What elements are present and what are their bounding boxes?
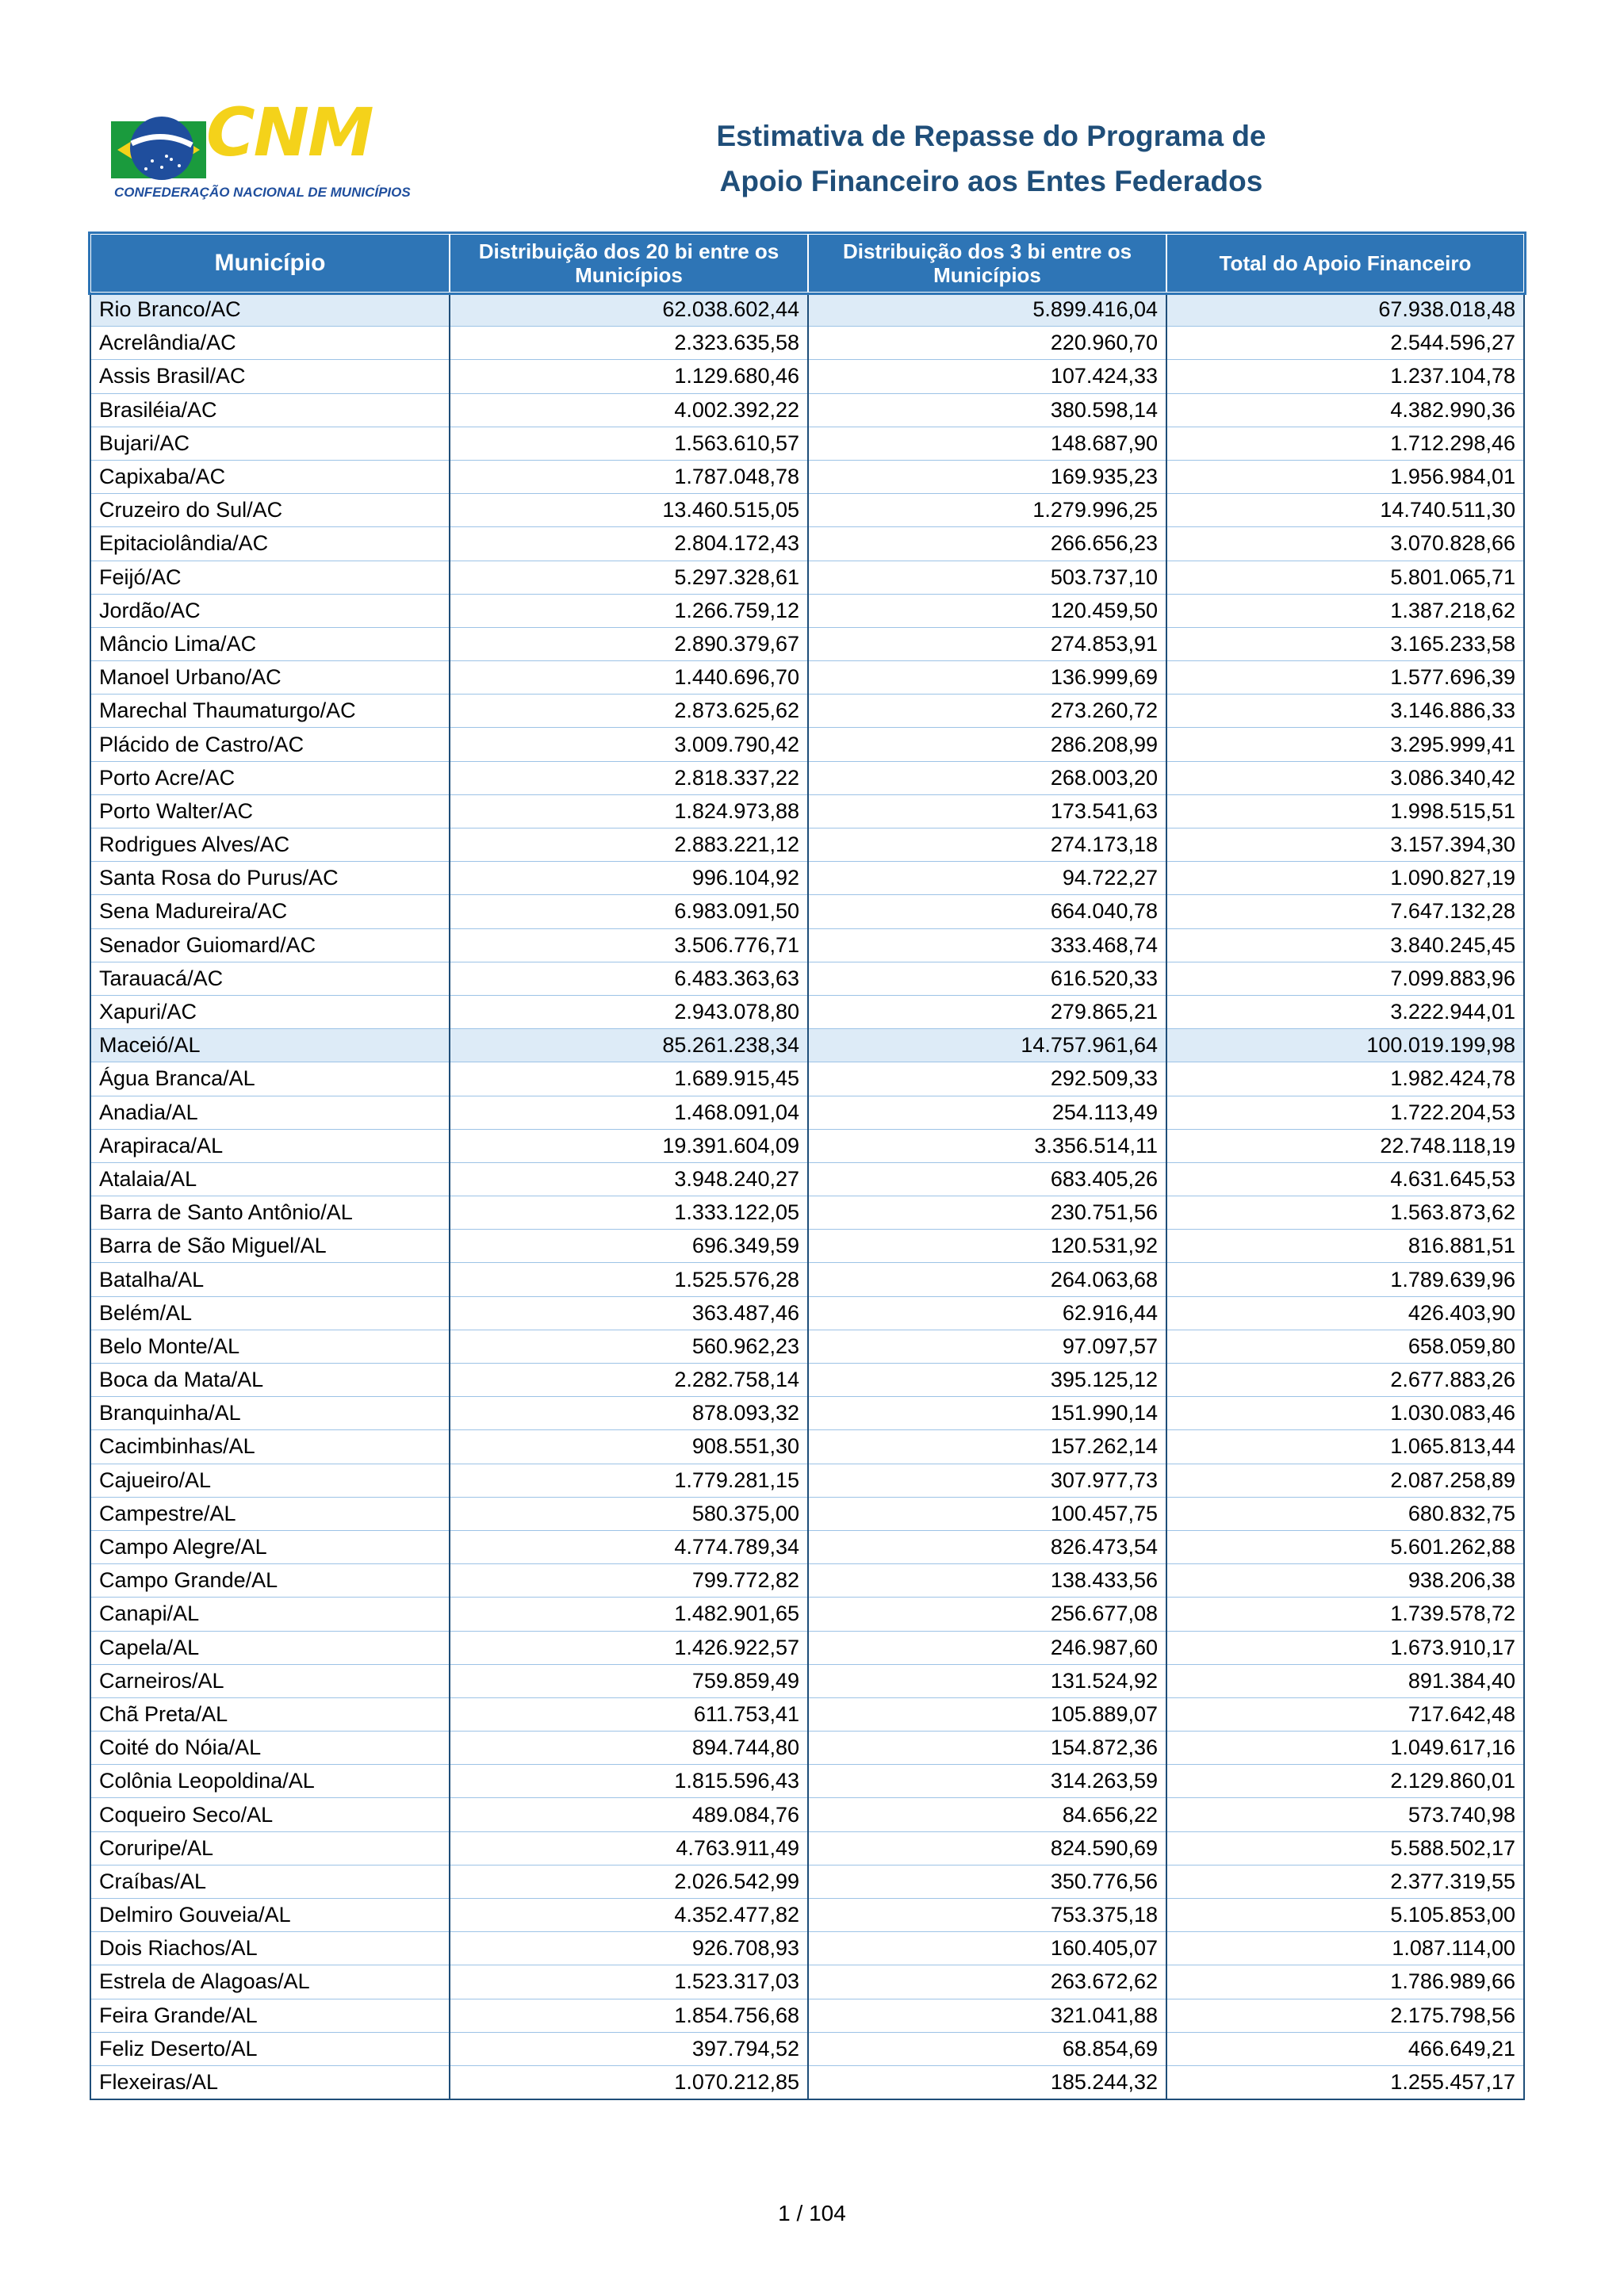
- table-row: [90, 1664, 1524, 1697]
- cell-total: 3.086.340,42: [1166, 761, 1524, 794]
- cell-distribuicao-3bi: 151.990,14: [808, 1397, 1166, 1430]
- table-row: [90, 1865, 1524, 1898]
- cell-distribuicao-20bi: 1.525.576,28: [450, 1263, 808, 1296]
- cell-distribuicao-20bi: 4.763.911,49: [450, 1831, 808, 1865]
- cell-total: 4.631.645,53: [1166, 1162, 1524, 1196]
- cell-distribuicao-20bi: 2.818.337,22: [450, 761, 808, 794]
- cell-municipio: Cajueiro/AL: [90, 1464, 450, 1497]
- cell-total: 1.387.218,62: [1166, 594, 1524, 627]
- cell-distribuicao-3bi: 263.672,62: [808, 1965, 1166, 1999]
- cell-total: 1.956.984,01: [1166, 460, 1524, 493]
- cell-total: 1.786.989,66: [1166, 1965, 1524, 1999]
- cell-distribuicao-3bi: 321.041,88: [808, 1999, 1166, 2032]
- cell-distribuicao-3bi: 1.279.996,25: [808, 494, 1166, 527]
- cell-municipio: Boca da Mata/AL: [90, 1364, 450, 1397]
- cell-distribuicao-3bi: 246.987,60: [808, 1631, 1166, 1664]
- cell-municipio: Canapi/AL: [90, 1598, 450, 1631]
- header-municipio: Município: [90, 234, 450, 293]
- cell-distribuicao-3bi: 307.977,73: [808, 1464, 1166, 1497]
- table-row: [90, 1263, 1524, 1296]
- cell-total: 7.099.883,96: [1166, 962, 1524, 995]
- cell-municipio: Dois Riachos/AL: [90, 1932, 450, 1965]
- cell-distribuicao-3bi: 286.208,99: [808, 728, 1166, 761]
- cell-distribuicao-20bi: 696.349,59: [450, 1230, 808, 1263]
- cell-municipio: Coité do Nóia/AL: [90, 1732, 450, 1765]
- cell-municipio: Feira Grande/AL: [90, 1999, 450, 2032]
- cell-distribuicao-3bi: 503.737,10: [808, 561, 1166, 594]
- cnm-logo: [109, 94, 411, 202]
- cell-distribuicao-3bi: 105.889,07: [808, 1697, 1166, 1731]
- cell-distribuicao-3bi: 292.509,33: [808, 1062, 1166, 1096]
- table-row: [90, 661, 1524, 695]
- table-row: [90, 1530, 1524, 1563]
- cell-distribuicao-3bi: 154.872,36: [808, 1732, 1166, 1765]
- cell-distribuicao-20bi: 2.943.078,80: [450, 995, 808, 1028]
- cell-distribuicao-20bi: 908.551,30: [450, 1430, 808, 1464]
- cell-distribuicao-20bi: 3.948.240,27: [450, 1162, 808, 1196]
- cell-total: 816.881,51: [1166, 1230, 1524, 1263]
- cell-municipio: Capixaba/AC: [90, 460, 450, 493]
- table-row: [90, 728, 1524, 761]
- cell-total: 4.382.990,36: [1166, 393, 1524, 427]
- cell-total: 7.647.132,28: [1166, 895, 1524, 928]
- cell-distribuicao-3bi: 266.656,23: [808, 527, 1166, 561]
- cell-distribuicao-20bi: 580.375,00: [450, 1497, 808, 1530]
- cell-distribuicao-20bi: 611.753,41: [450, 1697, 808, 1731]
- cell-distribuicao-20bi: 1.468.091,04: [450, 1096, 808, 1129]
- repasse-table: [90, 233, 1525, 2100]
- table-row: [90, 1564, 1524, 1598]
- cell-distribuicao-3bi: 220.960,70: [808, 327, 1166, 360]
- cell-municipio: Santa Rosa do Purus/AC: [90, 862, 450, 895]
- table-row: [90, 360, 1524, 393]
- table-row: [90, 862, 1524, 895]
- cell-total: 5.588.502,17: [1166, 1831, 1524, 1865]
- cell-municipio: Porto Walter/AC: [90, 794, 450, 828]
- cell-total: 680.832,75: [1166, 1497, 1524, 1530]
- cell-distribuicao-20bi: 489.084,76: [450, 1798, 808, 1831]
- cell-distribuicao-20bi: 85.261.238,34: [450, 1029, 808, 1062]
- cell-total: 3.070.828,66: [1166, 527, 1524, 561]
- title-line-2: Apoio Financeiro aos Entes Federados: [719, 165, 1263, 197]
- cell-municipio: Assis Brasil/AC: [90, 360, 450, 393]
- cell-distribuicao-20bi: 2.282.758,14: [450, 1364, 808, 1397]
- cell-municipio: Barra de Santo Antônio/AL: [90, 1196, 450, 1230]
- cell-distribuicao-20bi: 5.297.328,61: [450, 561, 808, 594]
- cell-distribuicao-20bi: 397.794,52: [450, 2032, 808, 2065]
- cell-distribuicao-3bi: 274.853,91: [808, 627, 1166, 660]
- table-row: [90, 460, 1524, 493]
- cell-distribuicao-20bi: 19.391.604,09: [450, 1129, 808, 1162]
- cell-distribuicao-3bi: 131.524,92: [808, 1664, 1166, 1697]
- cell-distribuicao-20bi: 894.744,80: [450, 1732, 808, 1765]
- cell-distribuicao-3bi: 395.125,12: [808, 1364, 1166, 1397]
- cell-municipio: Brasiléia/AC: [90, 393, 450, 427]
- cell-municipio: Sena Madureira/AC: [90, 895, 450, 928]
- cell-distribuicao-3bi: 254.113,49: [808, 1096, 1166, 1129]
- table-row: [90, 1965, 1524, 1999]
- table-row: [90, 393, 1524, 427]
- cell-municipio: Capela/AL: [90, 1631, 450, 1664]
- cell-distribuicao-20bi: 363.487,46: [450, 1296, 808, 1330]
- table-row: [90, 794, 1524, 828]
- cell-total: 2.129.860,01: [1166, 1765, 1524, 1798]
- cell-distribuicao-3bi: 230.751,56: [808, 1196, 1166, 1230]
- cell-distribuicao-20bi: 799.772,82: [450, 1564, 808, 1598]
- table-row: [90, 695, 1524, 728]
- header-total: Total do Apoio Financeiro: [1166, 234, 1524, 293]
- cell-distribuicao-3bi: 185.244,32: [808, 2065, 1166, 2099]
- cell-municipio: Branquinha/AL: [90, 1397, 450, 1430]
- table-row: [90, 1697, 1524, 1731]
- header-distribuicao-20bi: Distribuição dos 20 bi entre os Municípios: [450, 234, 808, 293]
- table-row: [90, 1732, 1524, 1765]
- table-row: [90, 527, 1524, 561]
- cell-distribuicao-20bi: 13.460.515,05: [450, 494, 808, 527]
- cell-distribuicao-20bi: 4.002.392,22: [450, 393, 808, 427]
- table-row: [90, 1598, 1524, 1631]
- cell-total: 5.601.262,88: [1166, 1530, 1524, 1563]
- table-row: [90, 627, 1524, 660]
- cell-municipio: Feijó/AC: [90, 561, 450, 594]
- cell-distribuicao-20bi: 1.440.696,70: [450, 661, 808, 695]
- cell-municipio: Anadia/AL: [90, 1096, 450, 1129]
- table-row: [90, 1296, 1524, 1330]
- cell-distribuicao-20bi: 1.523.317,03: [450, 1965, 808, 1999]
- cell-distribuicao-3bi: 664.040,78: [808, 895, 1166, 928]
- table-row: [90, 1999, 1524, 2032]
- cell-total: 1.998.515,51: [1166, 794, 1524, 828]
- cell-total: 3.222.944,01: [1166, 995, 1524, 1028]
- cell-total: 2.087.258,89: [1166, 1464, 1524, 1497]
- cell-distribuicao-3bi: 274.173,18: [808, 828, 1166, 862]
- cell-total: 3.157.394,30: [1166, 828, 1524, 862]
- page-title: [650, 113, 1332, 204]
- cell-municipio: Rio Branco/AC: [90, 293, 450, 327]
- cell-distribuicao-3bi: 84.656,22: [808, 1798, 1166, 1831]
- cell-distribuicao-20bi: 3.009.790,42: [450, 728, 808, 761]
- cell-distribuicao-20bi: 2.890.379,67: [450, 627, 808, 660]
- table-row: [90, 895, 1524, 928]
- cell-distribuicao-20bi: 1.824.973,88: [450, 794, 808, 828]
- cell-distribuicao-20bi: 1.689.915,45: [450, 1062, 808, 1096]
- cell-distribuicao-3bi: 136.999,69: [808, 661, 1166, 695]
- table-row: [90, 1430, 1524, 1464]
- cell-municipio: Coqueiro Seco/AL: [90, 1798, 450, 1831]
- cell-distribuicao-20bi: 4.774.789,34: [450, 1530, 808, 1563]
- cell-total: 1.255.457,17: [1166, 2065, 1524, 2099]
- cell-distribuicao-3bi: 333.468,74: [808, 928, 1166, 962]
- cell-municipio: Porto Acre/AC: [90, 761, 450, 794]
- cell-total: 573.740,98: [1166, 1798, 1524, 1831]
- cell-municipio: Bujari/AC: [90, 427, 450, 460]
- cell-distribuicao-3bi: 100.457,75: [808, 1497, 1166, 1530]
- cell-municipio: Chã Preta/AL: [90, 1697, 450, 1731]
- cell-total: 1.722.204,53: [1166, 1096, 1524, 1129]
- table-row: [90, 1497, 1524, 1530]
- table-row: [90, 1162, 1524, 1196]
- table-row: [90, 561, 1524, 594]
- cell-municipio: Craíbas/AL: [90, 1865, 450, 1898]
- cell-distribuicao-20bi: 2.883.221,12: [450, 828, 808, 862]
- cell-distribuicao-3bi: 169.935,23: [808, 460, 1166, 493]
- cell-municipio: Marechal Thaumaturgo/AC: [90, 695, 450, 728]
- cell-total: 938.206,38: [1166, 1564, 1524, 1598]
- cell-distribuicao-20bi: 1.779.281,15: [450, 1464, 808, 1497]
- cell-municipio: Tarauacá/AC: [90, 962, 450, 995]
- cell-total: 1.087.114,00: [1166, 1932, 1524, 1965]
- cell-total: 1.982.424,78: [1166, 1062, 1524, 1096]
- cell-municipio: Campo Alegre/AL: [90, 1530, 450, 1563]
- cell-distribuicao-20bi: 926.708,93: [450, 1932, 808, 1965]
- cell-total: 1.739.578,72: [1166, 1598, 1524, 1631]
- cell-distribuicao-3bi: 256.677,08: [808, 1598, 1166, 1631]
- cell-distribuicao-20bi: 1.815.596,43: [450, 1765, 808, 1798]
- cell-total: 1.090.827,19: [1166, 862, 1524, 895]
- cell-municipio: Manoel Urbano/AC: [90, 661, 450, 695]
- cell-distribuicao-3bi: 273.260,72: [808, 695, 1166, 728]
- cell-distribuicao-3bi: 148.687,90: [808, 427, 1166, 460]
- cell-total: 2.677.883,26: [1166, 1364, 1524, 1397]
- table-row: [90, 1029, 1524, 1062]
- cell-municipio: Campo Grande/AL: [90, 1564, 450, 1598]
- table-row: [90, 293, 1524, 327]
- cell-distribuicao-20bi: 2.026.542,99: [450, 1865, 808, 1898]
- cell-distribuicao-3bi: 824.590,69: [808, 1831, 1166, 1865]
- table-row: [90, 761, 1524, 794]
- cell-municipio: Barra de São Miguel/AL: [90, 1230, 450, 1263]
- table-row: [90, 995, 1524, 1028]
- cell-distribuicao-3bi: 314.263,59: [808, 1765, 1166, 1798]
- cell-distribuicao-20bi: 1.070.212,85: [450, 2065, 808, 2099]
- cell-municipio: Colônia Leopoldina/AL: [90, 1765, 450, 1798]
- cell-distribuicao-3bi: 120.459,50: [808, 594, 1166, 627]
- table-row: [90, 494, 1524, 527]
- cell-distribuicao-3bi: 350.776,56: [808, 1865, 1166, 1898]
- cell-total: 2.544.596,27: [1166, 327, 1524, 360]
- cell-total: 2.377.319,55: [1166, 1865, 1524, 1898]
- header-distribuicao-3bi: Distribuição dos 3 bi entre os Municípios: [808, 234, 1166, 293]
- cell-distribuicao-20bi: 1.266.759,12: [450, 594, 808, 627]
- cell-municipio: Feliz Deserto/AL: [90, 2032, 450, 2065]
- cell-distribuicao-20bi: 2.873.625,62: [450, 695, 808, 728]
- cell-total: 1.673.910,17: [1166, 1631, 1524, 1664]
- cell-distribuicao-20bi: 1.787.048,78: [450, 460, 808, 493]
- cell-total: 22.748.118,19: [1166, 1129, 1524, 1162]
- cell-total: 1.789.639,96: [1166, 1263, 1524, 1296]
- cell-distribuicao-20bi: 6.483.363,63: [450, 962, 808, 995]
- cell-distribuicao-3bi: 5.899.416,04: [808, 293, 1166, 327]
- table-row: [90, 1129, 1524, 1162]
- cell-municipio: Batalha/AL: [90, 1263, 450, 1296]
- cell-distribuicao-3bi: 173.541,63: [808, 794, 1166, 828]
- cell-municipio: Cacimbinhas/AL: [90, 1430, 450, 1464]
- table-row: [90, 1464, 1524, 1497]
- cell-municipio: Xapuri/AC: [90, 995, 450, 1028]
- cell-municipio: Campestre/AL: [90, 1497, 450, 1530]
- cell-distribuicao-3bi: 380.598,14: [808, 393, 1166, 427]
- table-row: [90, 1932, 1524, 1965]
- cell-distribuicao-3bi: 264.063,68: [808, 1263, 1166, 1296]
- cell-distribuicao-3bi: 107.424,33: [808, 360, 1166, 393]
- cell-distribuicao-3bi: 268.003,20: [808, 761, 1166, 794]
- cell-distribuicao-3bi: 120.531,92: [808, 1230, 1166, 1263]
- cell-total: 426.403,90: [1166, 1296, 1524, 1330]
- cell-distribuicao-20bi: 560.962,23: [450, 1330, 808, 1363]
- cell-total: 2.175.798,56: [1166, 1999, 1524, 2032]
- table-row: [90, 1364, 1524, 1397]
- cell-municipio: Carneiros/AL: [90, 1664, 450, 1697]
- cell-total: 1.563.873,62: [1166, 1196, 1524, 1230]
- cell-distribuicao-20bi: 2.323.635,58: [450, 327, 808, 360]
- cell-total: 3.840.245,45: [1166, 928, 1524, 962]
- cell-municipio: Jordão/AC: [90, 594, 450, 627]
- table-row: [90, 427, 1524, 460]
- cell-distribuicao-20bi: 2.804.172,43: [450, 527, 808, 561]
- cell-total: 717.642,48: [1166, 1697, 1524, 1731]
- table-row: [90, 1899, 1524, 1932]
- table-row: [90, 594, 1524, 627]
- cell-municipio: Maceió/AL: [90, 1029, 450, 1062]
- table-row: [90, 1765, 1524, 1798]
- cell-distribuicao-20bi: 996.104,92: [450, 862, 808, 895]
- cell-distribuicao-3bi: 160.405,07: [808, 1932, 1166, 1965]
- cell-distribuicao-3bi: 68.854,69: [808, 2032, 1166, 2065]
- cell-distribuicao-3bi: 826.473,54: [808, 1530, 1166, 1563]
- cell-municipio: Senador Guiomard/AC: [90, 928, 450, 962]
- cell-distribuicao-20bi: 1.854.756,68: [450, 1999, 808, 2032]
- cell-municipio: Epitaciolândia/AC: [90, 527, 450, 561]
- cell-municipio: Plácido de Castro/AC: [90, 728, 450, 761]
- cell-total: 100.019.199,98: [1166, 1029, 1524, 1062]
- cell-distribuicao-20bi: 1.333.122,05: [450, 1196, 808, 1230]
- cell-municipio: Acrelândia/AC: [90, 327, 450, 360]
- cell-distribuicao-3bi: 279.865,21: [808, 995, 1166, 1028]
- cell-distribuicao-20bi: 4.352.477,82: [450, 1899, 808, 1932]
- cell-distribuicao-20bi: 1.129.680,46: [450, 360, 808, 393]
- cell-distribuicao-3bi: 14.757.961,64: [808, 1029, 1166, 1062]
- cell-total: 67.938.018,48: [1166, 293, 1524, 327]
- table-row: [90, 327, 1524, 360]
- cell-total: 5.801.065,71: [1166, 561, 1524, 594]
- table-body: [90, 293, 1524, 2099]
- cell-total: 3.295.999,41: [1166, 728, 1524, 761]
- cell-municipio: Coruripe/AL: [90, 1831, 450, 1865]
- cell-total: 891.384,40: [1166, 1664, 1524, 1697]
- cell-distribuicao-3bi: 94.722,27: [808, 862, 1166, 895]
- logo-wordmark: CNM: [206, 94, 373, 171]
- cell-municipio: Arapiraca/AL: [90, 1129, 450, 1162]
- cell-municipio: Atalaia/AL: [90, 1162, 450, 1196]
- cell-distribuicao-3bi: 157.262,14: [808, 1430, 1166, 1464]
- table-row: [90, 1631, 1524, 1664]
- cell-distribuicao-3bi: 97.097,57: [808, 1330, 1166, 1363]
- cell-total: 1.065.813,44: [1166, 1430, 1524, 1464]
- cell-distribuicao-3bi: 616.520,33: [808, 962, 1166, 995]
- cell-total: 466.649,21: [1166, 2032, 1524, 2065]
- cell-distribuicao-20bi: 3.506.776,71: [450, 928, 808, 962]
- table-row: [90, 2032, 1524, 2065]
- title-line-1: Estimativa de Repasse do Programa de: [716, 120, 1266, 152]
- cell-total: 14.740.511,30: [1166, 494, 1524, 527]
- cell-total: 3.146.886,33: [1166, 695, 1524, 728]
- cell-distribuicao-20bi: 878.093,32: [450, 1397, 808, 1430]
- cell-distribuicao-3bi: 683.405,26: [808, 1162, 1166, 1196]
- cell-total: 5.105.853,00: [1166, 1899, 1524, 1932]
- table-header-row: [90, 234, 1524, 293]
- logo-subtitle: CONFEDERAÇÃO NACIONAL DE MUNICÍPIOS: [114, 185, 411, 200]
- cell-distribuicao-20bi: 62.038.602,44: [450, 293, 808, 327]
- cell-municipio: Cruzeiro do Sul/AC: [90, 494, 450, 527]
- cell-distribuicao-20bi: 1.482.901,65: [450, 1598, 808, 1631]
- cell-municipio: Estrela de Alagoas/AL: [90, 1965, 450, 1999]
- table-row: [90, 2065, 1524, 2099]
- cell-total: 1.049.617,16: [1166, 1732, 1524, 1765]
- cell-distribuicao-20bi: 1.426.922,57: [450, 1631, 808, 1664]
- table-row: [90, 928, 1524, 962]
- cell-distribuicao-3bi: 138.433,56: [808, 1564, 1166, 1598]
- cell-total: 3.165.233,58: [1166, 627, 1524, 660]
- cell-distribuicao-3bi: 62.916,44: [808, 1296, 1166, 1330]
- cell-total: 1.237.104,78: [1166, 360, 1524, 393]
- cell-total: 1.030.083,46: [1166, 1397, 1524, 1430]
- cell-municipio: Rodrigues Alves/AC: [90, 828, 450, 862]
- cell-distribuicao-3bi: 3.356.514,11: [808, 1129, 1166, 1162]
- cell-total: 658.059,80: [1166, 1330, 1524, 1363]
- table-row: [90, 1062, 1524, 1096]
- table-row: [90, 1230, 1524, 1263]
- table-row: [90, 1831, 1524, 1865]
- cell-distribuicao-20bi: 6.983.091,50: [450, 895, 808, 928]
- table-row: [90, 1397, 1524, 1430]
- table-row: [90, 1196, 1524, 1230]
- page-number: 1 / 104: [778, 2201, 846, 2225]
- cell-municipio: Belo Monte/AL: [90, 1330, 450, 1363]
- table-row: [90, 962, 1524, 995]
- cell-total: 1.577.696,39: [1166, 661, 1524, 695]
- cell-municipio: Belém/AL: [90, 1296, 450, 1330]
- cell-distribuicao-20bi: 1.563.610,57: [450, 427, 808, 460]
- table-row: [90, 1096, 1524, 1129]
- cell-municipio: Água Branca/AL: [90, 1062, 450, 1096]
- cell-distribuicao-20bi: 759.859,49: [450, 1664, 808, 1697]
- table-row: [90, 828, 1524, 862]
- table-row: [90, 1798, 1524, 1831]
- cell-municipio: Flexeiras/AL: [90, 2065, 450, 2099]
- cell-municipio: Mâncio Lima/AC: [90, 627, 450, 660]
- cell-municipio: Delmiro Gouveia/AL: [90, 1899, 450, 1932]
- cell-total: 1.712.298,46: [1166, 427, 1524, 460]
- table-row: [90, 1330, 1524, 1363]
- cell-distribuicao-3bi: 753.375,18: [808, 1899, 1166, 1932]
